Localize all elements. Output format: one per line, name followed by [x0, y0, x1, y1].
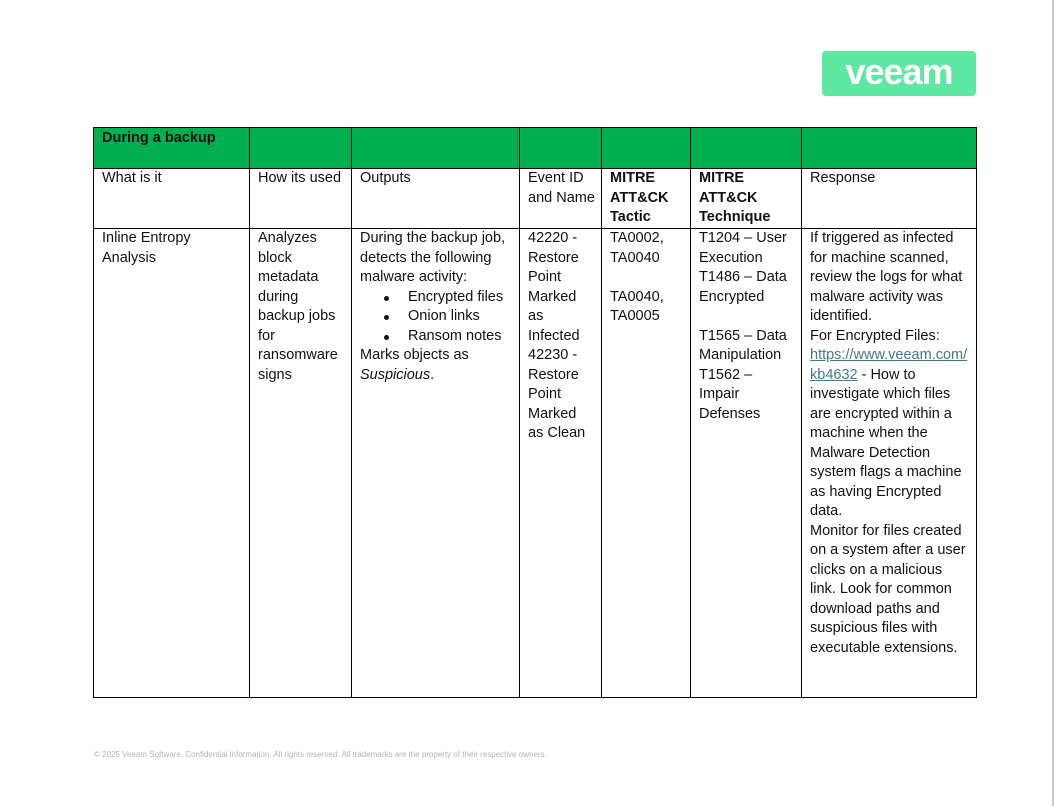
response-review: If triggered as infected for machine scanned, review the logs for what malware activity was identified. [810, 230, 963, 324]
outputs-list [360, 288, 513, 347]
header-response: Response [802, 169, 977, 229]
kb-link[interactable]: https://www.veeam.com/kb4632 [810, 347, 968, 383]
technique-item: T1565 – Data Manipulation [699, 327, 787, 363]
header-row [94, 169, 977, 229]
list-item: Onion links [360, 307, 513, 327]
veeam-logo [822, 51, 976, 96]
logo-wordmark: veeam [845, 51, 953, 92]
veeam-logo-graphic [822, 51, 976, 96]
technique-item: T1204 – User Execution [699, 230, 787, 266]
header-what: What is it [94, 169, 250, 229]
malware-detection-table [93, 127, 977, 698]
band-cell [691, 128, 802, 169]
cell-event: 42220 - Restore Point Marked as Infected 42230 - Restore Point Marked as Clean [520, 229, 602, 698]
list-item: Ransom notes [360, 327, 513, 347]
cell-tactic [602, 229, 691, 698]
cell-what: Inline Entropy Analysis [94, 229, 250, 698]
outputs-tail [360, 346, 513, 385]
technique-item: T1486 – Data Encrypted [699, 269, 787, 305]
list-item: Encrypted files [360, 288, 513, 308]
tactic-group-1: TA0002, TA0040 [610, 230, 664, 266]
section-band-row [94, 128, 977, 169]
spacer [699, 307, 795, 327]
cell-how: Analyzes block metadata during backup jobs for ransomware signs [250, 229, 352, 698]
outputs-tail-suffix: . [430, 366, 435, 383]
cell-outputs [352, 229, 520, 698]
table-row [94, 229, 977, 698]
header-technique: MITRE ATT&CK Technique [691, 169, 802, 229]
cell-response [802, 229, 977, 698]
response-encrypted-heading: For Encrypted Files: [810, 327, 940, 344]
outputs-tail-prefix: Marks objects as [360, 347, 469, 363]
copyright-footer: © 2025 Veeam Software. Confidential information. All rights reserved. All trademarks are the property of their respective owners. [94, 750, 547, 759]
header-event: Event ID and Name [520, 169, 602, 229]
band-title: During a backup [102, 130, 216, 146]
band-cell [802, 128, 977, 169]
cell-technique [691, 229, 802, 698]
band-cell [520, 128, 602, 169]
outputs-intro: During the backup job, detects the following malware activity: [360, 230, 506, 285]
band-cell [352, 128, 520, 169]
response-kb-text: - How to investigate which files are encrypted within a machine when the Malware Detection system flags a machine as having Encrypted data. [810, 366, 962, 519]
response-monitor: Monitor for files created on a system after a user clicks on a malicious link. Look for common download paths and suspicious files with executable extensions. [810, 522, 966, 656]
band-cell [250, 128, 352, 169]
spacer [610, 268, 684, 288]
band-cell [602, 128, 691, 169]
technique-item: T1562 – Impair Defenses [699, 366, 761, 422]
header-tactic: MITRE ATT&CK Tactic [602, 169, 691, 229]
band-title-cell [94, 128, 250, 169]
outputs-tail-italic: Suspicious [360, 366, 431, 383]
response-kb [810, 346, 970, 522]
tactic-group-2: TA0040, TA0005 [610, 288, 664, 324]
header-how: How its used [250, 169, 352, 229]
header-outputs: Outputs [352, 169, 520, 229]
